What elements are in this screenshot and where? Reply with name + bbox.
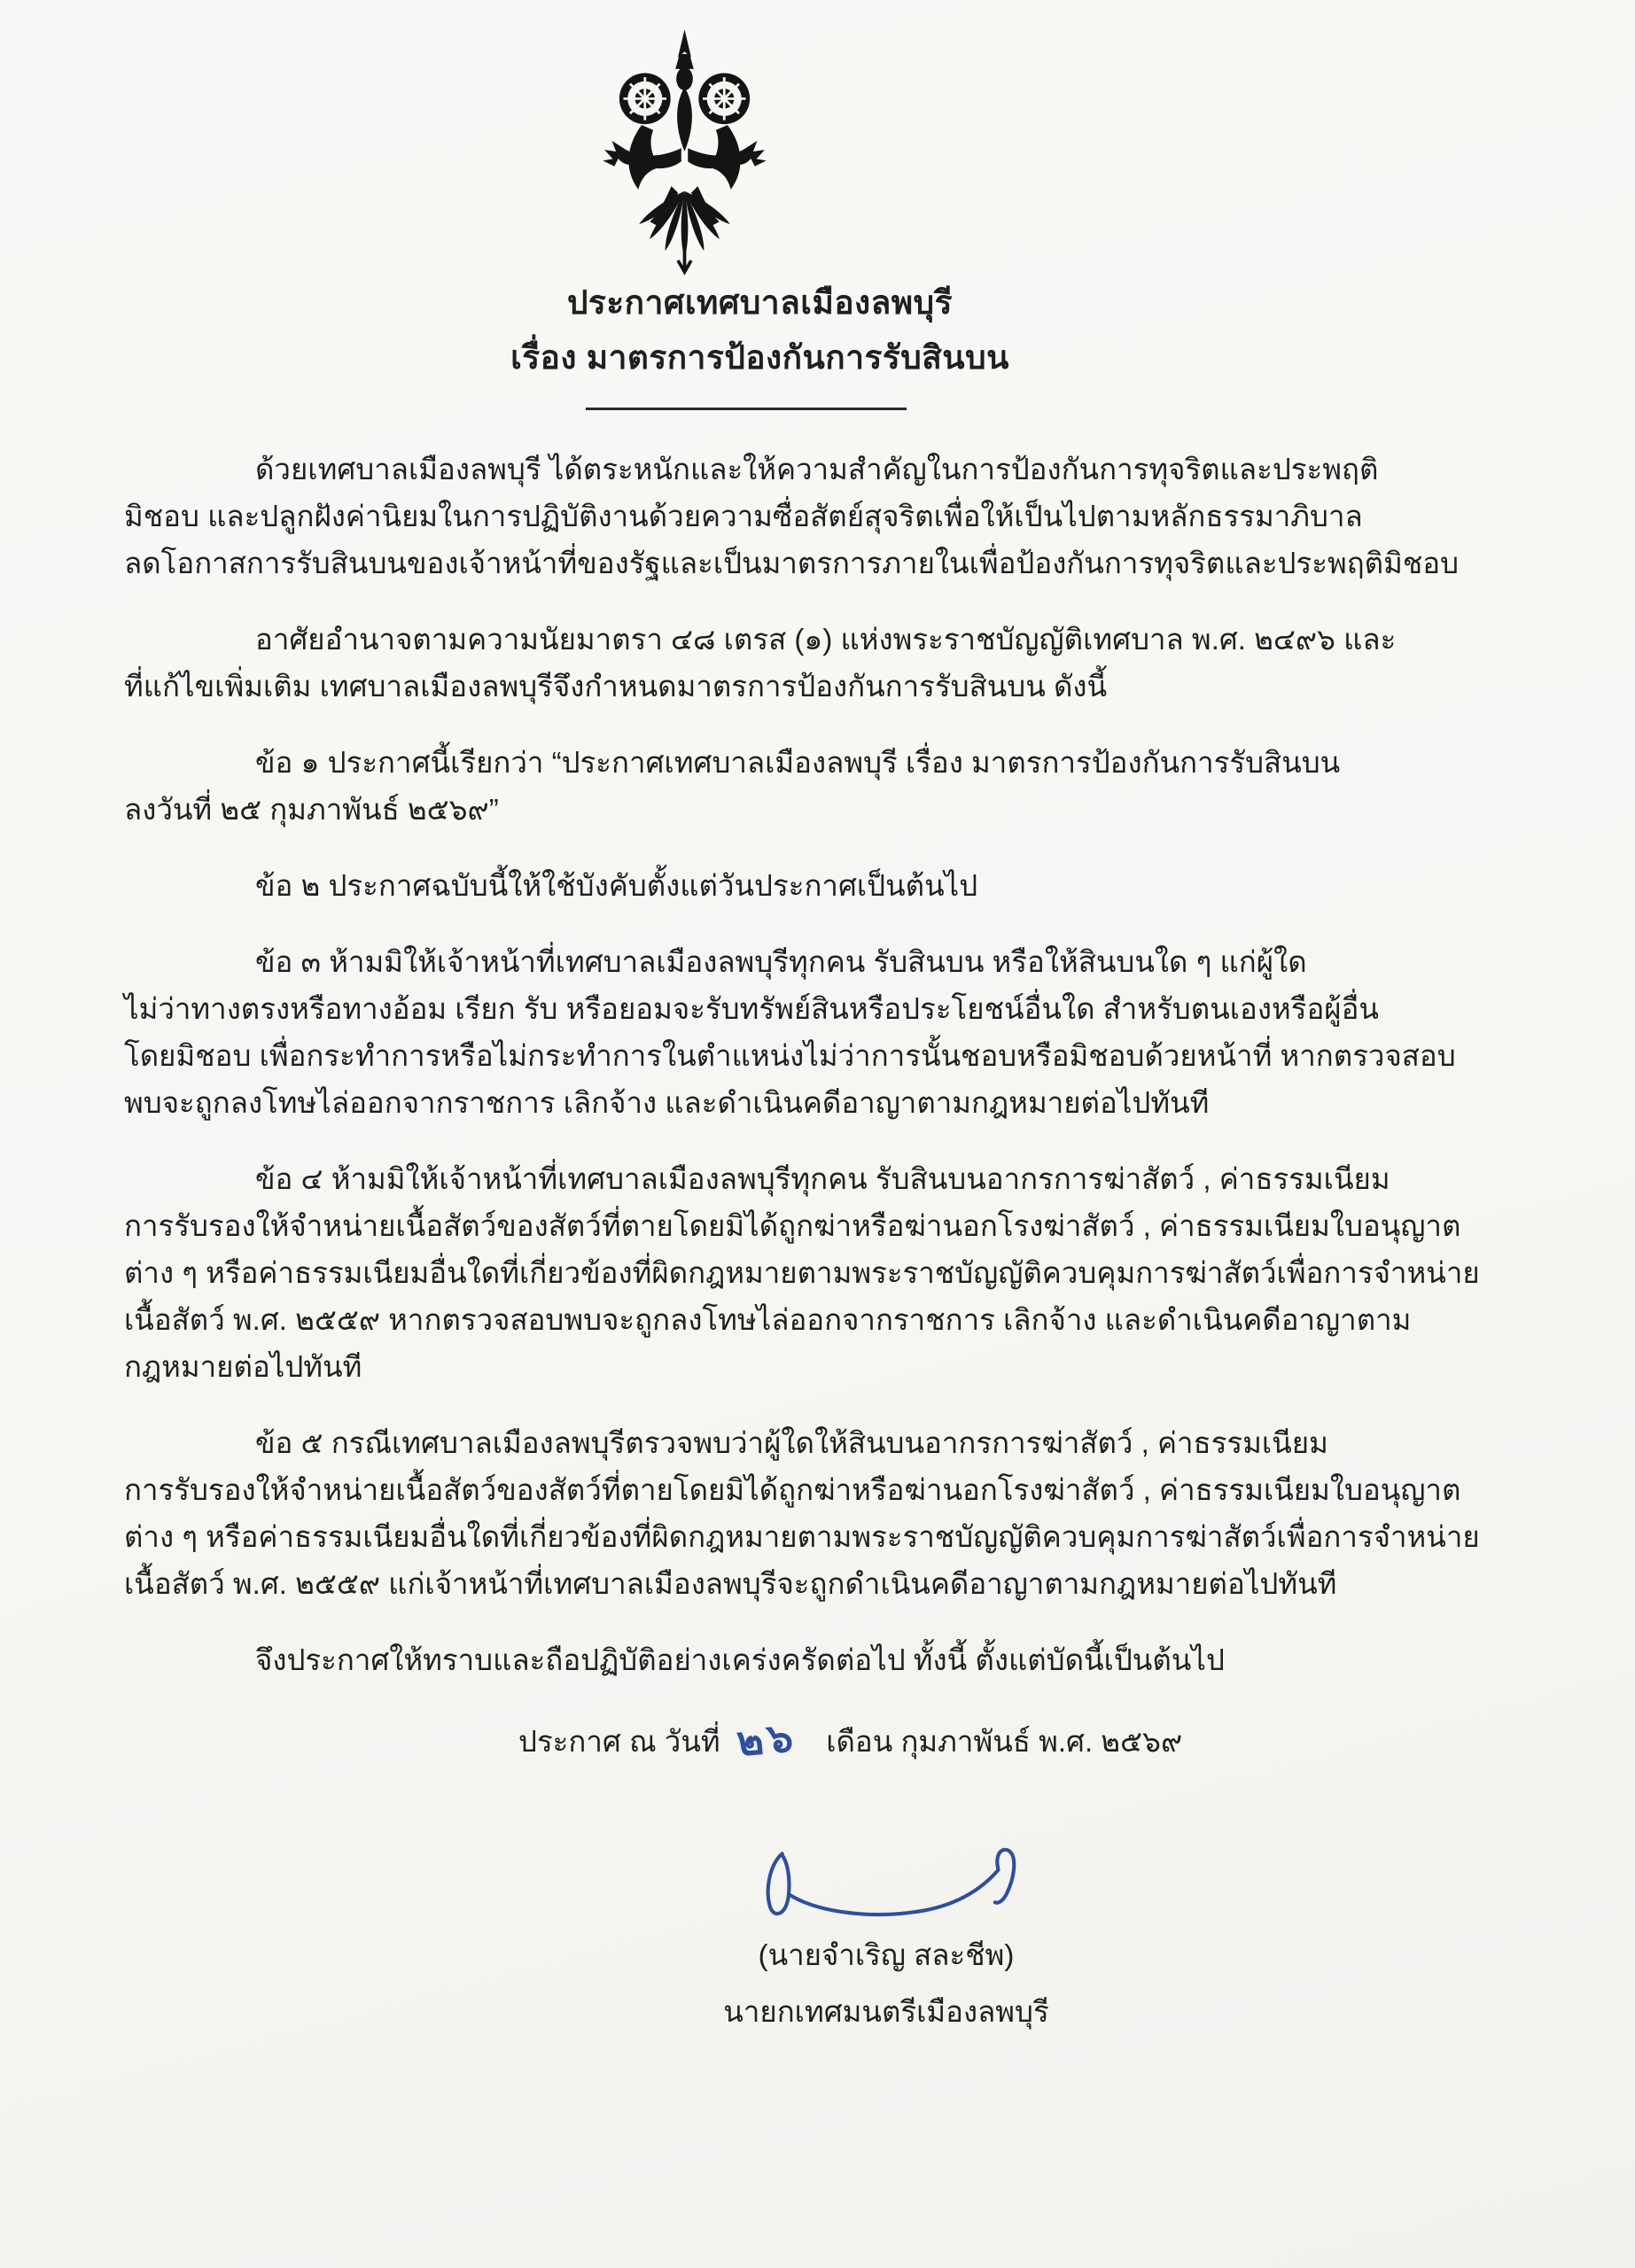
text-line: เนื้อสัตว์ พ.ศ. ๒๕๕๙ หากตรวจสอบพบจะถูกลงโทษไล่ออกจากราชการ เลิกจ้าง และดำเนินคดีอาญาตาม	[124, 1303, 1412, 1336]
handwritten-day-number: ๒๖	[734, 1713, 798, 1765]
paragraph	[124, 739, 1551, 833]
text-line: ข้อ ๓ ห้ามมิให้เจ้าหน้าที่เทศบาลเมืองลพบุรีทุกคน รับสินบน หรือให้สินบนใด ๆ แก่ผู้ใด	[255, 945, 1307, 978]
text-line: ลงวันที่ ๒๕ กุมภาพันธ์ ๒๕๖๙”	[124, 793, 499, 826]
text-line: ข้อ ๒ ประกาศฉบับนี้ให้ใช้บังคับตั้งแต่วันประกาศเป็นต้นไป	[255, 869, 978, 902]
title-divider	[586, 408, 907, 410]
text-line: ข้อ ๔ ห้ามมิให้เจ้าหน้าที่เทศบาลเมืองลพบุรีทุกคน รับสินบนอากรการฆ่าสัตว์ , ค่าธรรมเนียม	[255, 1162, 1390, 1195]
signature-block	[620, 1834, 1152, 2035]
signer-name: (นายจำเริญ สละชีพ)	[758, 1938, 1015, 1971]
paragraph	[124, 446, 1551, 586]
text-line: ไม่ว่าทางตรงหรือทางอ้อม เรียก รับ หรือยอมจะรับทรัพย์สินหรือประโยชน์อื่นใด สำหรับตนเองหรือผู้อื่น	[124, 992, 1379, 1025]
document-title: ประกาศเทศบาลเมืองลพบุรี	[566, 284, 954, 321]
text-line: ข้อ ๕ กรณีเทศบาลเมืองลพบุรีตรวจพบว่าผู้ใดให้สินบนอากรการฆ่าสัตว์ , ค่าธรรมเนียม	[255, 1426, 1328, 1459]
text-line: ลดโอกาสการรับสินบนของเจ้าหน้าที่ของรัฐและเป็นมาตรการภายในเพื่อป้องกันการทุจริตและประพฤติมิชอบ	[124, 547, 1460, 579]
text-line: เนื้อสัตว์ พ.ศ. ๒๕๕๙ แก่เจ้าหน้าที่เทศบาลเมืองลพบุรีจะถูกดำเนินคดีอาญาตามกฎหมายต่อไปทันที	[124, 1567, 1337, 1600]
garuda-emblem-icon	[594, 27, 775, 276]
text-line: จึงประกาศให้ทราบและถือปฏิบัติอย่างเคร่งครัดต่อไป ทั้งนี้ ตั้งแต่บัดนี้เป็นต้นไป	[255, 1643, 1225, 1676]
text-line: อาศัยอำนาจตามความนัยมาตรา ๔๘ เตรส (๑) แห่งพระราชบัญญัติเทศบาล พ.ศ. ๒๔๙๖ และ	[255, 623, 1397, 656]
text-line: โดยมิชอบ เพื่อกระทำการหรือไม่กระทำการในตำแหน่งไม่ว่าการนั้นชอบหรือมิชอบด้วยหน้าที่ หากตรวจสอบ	[124, 1039, 1456, 1072]
text-line: การรับรองให้จำหน่ายเนื้อสัตว์ของสัตว์ที่ตายโดยมิได้ถูกฆ่าหรือฆ่านอกโรงฆ่าสัตว์ , ค่าธรรมเนียมใบอนุญาต	[124, 1473, 1461, 1506]
paragraph	[124, 938, 1551, 1126]
document-header	[0, 0, 1635, 410]
text-line: มิชอบ และปลูกฝังค่านิยมในการปฏิบัติงานด้วยความซื่อสัตย์สุจริตเพื่อให้เป็นไปตามหลักธรรมาภิบาล	[124, 500, 1363, 532]
text-line: ด้วยเทศบาลเมืองลพบุรี ได้ตระหนักและให้ความสำคัญในการป้องกันการทุจริตและประพฤติ	[255, 453, 1379, 485]
text-line: กฎหมายต่อไปทันที	[124, 1350, 362, 1383]
paragraph	[124, 862, 1551, 909]
date-prefix: ประกาศ ณ วันที่	[518, 1725, 720, 1758]
promulgation-date-line	[0, 1713, 1635, 1767]
text-line: ที่แก้ไขเพิ่มเติม เทศบาลเมืองลพบุรีจึงกำหนดมาตรการป้องกันการรับสินบน ดังนี้	[124, 670, 1108, 703]
text-line: การรับรองให้จำหน่ายเนื้อสัตว์ของสัตว์ที่ตายโดยมิได้ถูกฆ่าหรือฆ่านอกโรงฆ่าสัตว์ , ค่าธรรมเนียมใบอนุญาต	[124, 1209, 1461, 1242]
paragraph	[124, 1419, 1551, 1607]
paragraph	[124, 1636, 1551, 1683]
document-body	[124, 446, 1551, 1683]
handwritten-signature-icon	[740, 1834, 1032, 1927]
text-line: ต่าง ๆ หรือค่าธรรมเนียมอื่นใดที่เกี่ยวข้องที่ผิดกฎหมายตามพระราชบัญญัติควบคุมการฆ่าสัตว์เพื่อการจำหน่าย	[124, 1256, 1480, 1289]
paragraph	[124, 1155, 1551, 1390]
text-line: ข้อ ๑ ประกาศนี้เรียกว่า “ประกาศเทศบาลเมืองลพบุรี เรื่อง มาตรการป้องกันการรับสินบน	[255, 746, 1341, 779]
paragraph	[124, 616, 1551, 710]
text-line: ต่าง ๆ หรือค่าธรรมเนียมอื่นใดที่เกี่ยวข้องที่ผิดกฎหมายตามพระราชบัญญัติควบคุมการฆ่าสัตว์เพื่อการจำหน่าย	[124, 1520, 1480, 1553]
date-suffix: เดือน กุมภาพันธ์ พ.ศ. ๒๕๖๙	[826, 1725, 1183, 1758]
document-subject: เรื่อง มาตรการป้องกันการรับสินบน	[510, 339, 1009, 376]
signer-position: นายกเทศมนตรีเมืองลพบุรี	[723, 1995, 1049, 2028]
text-line: พบจะถูกลงโทษไล่ออกจากราชการ เลิกจ้าง และดำเนินคดีอาญาตามกฎหมายต่อไปทันที	[124, 1086, 1210, 1119]
